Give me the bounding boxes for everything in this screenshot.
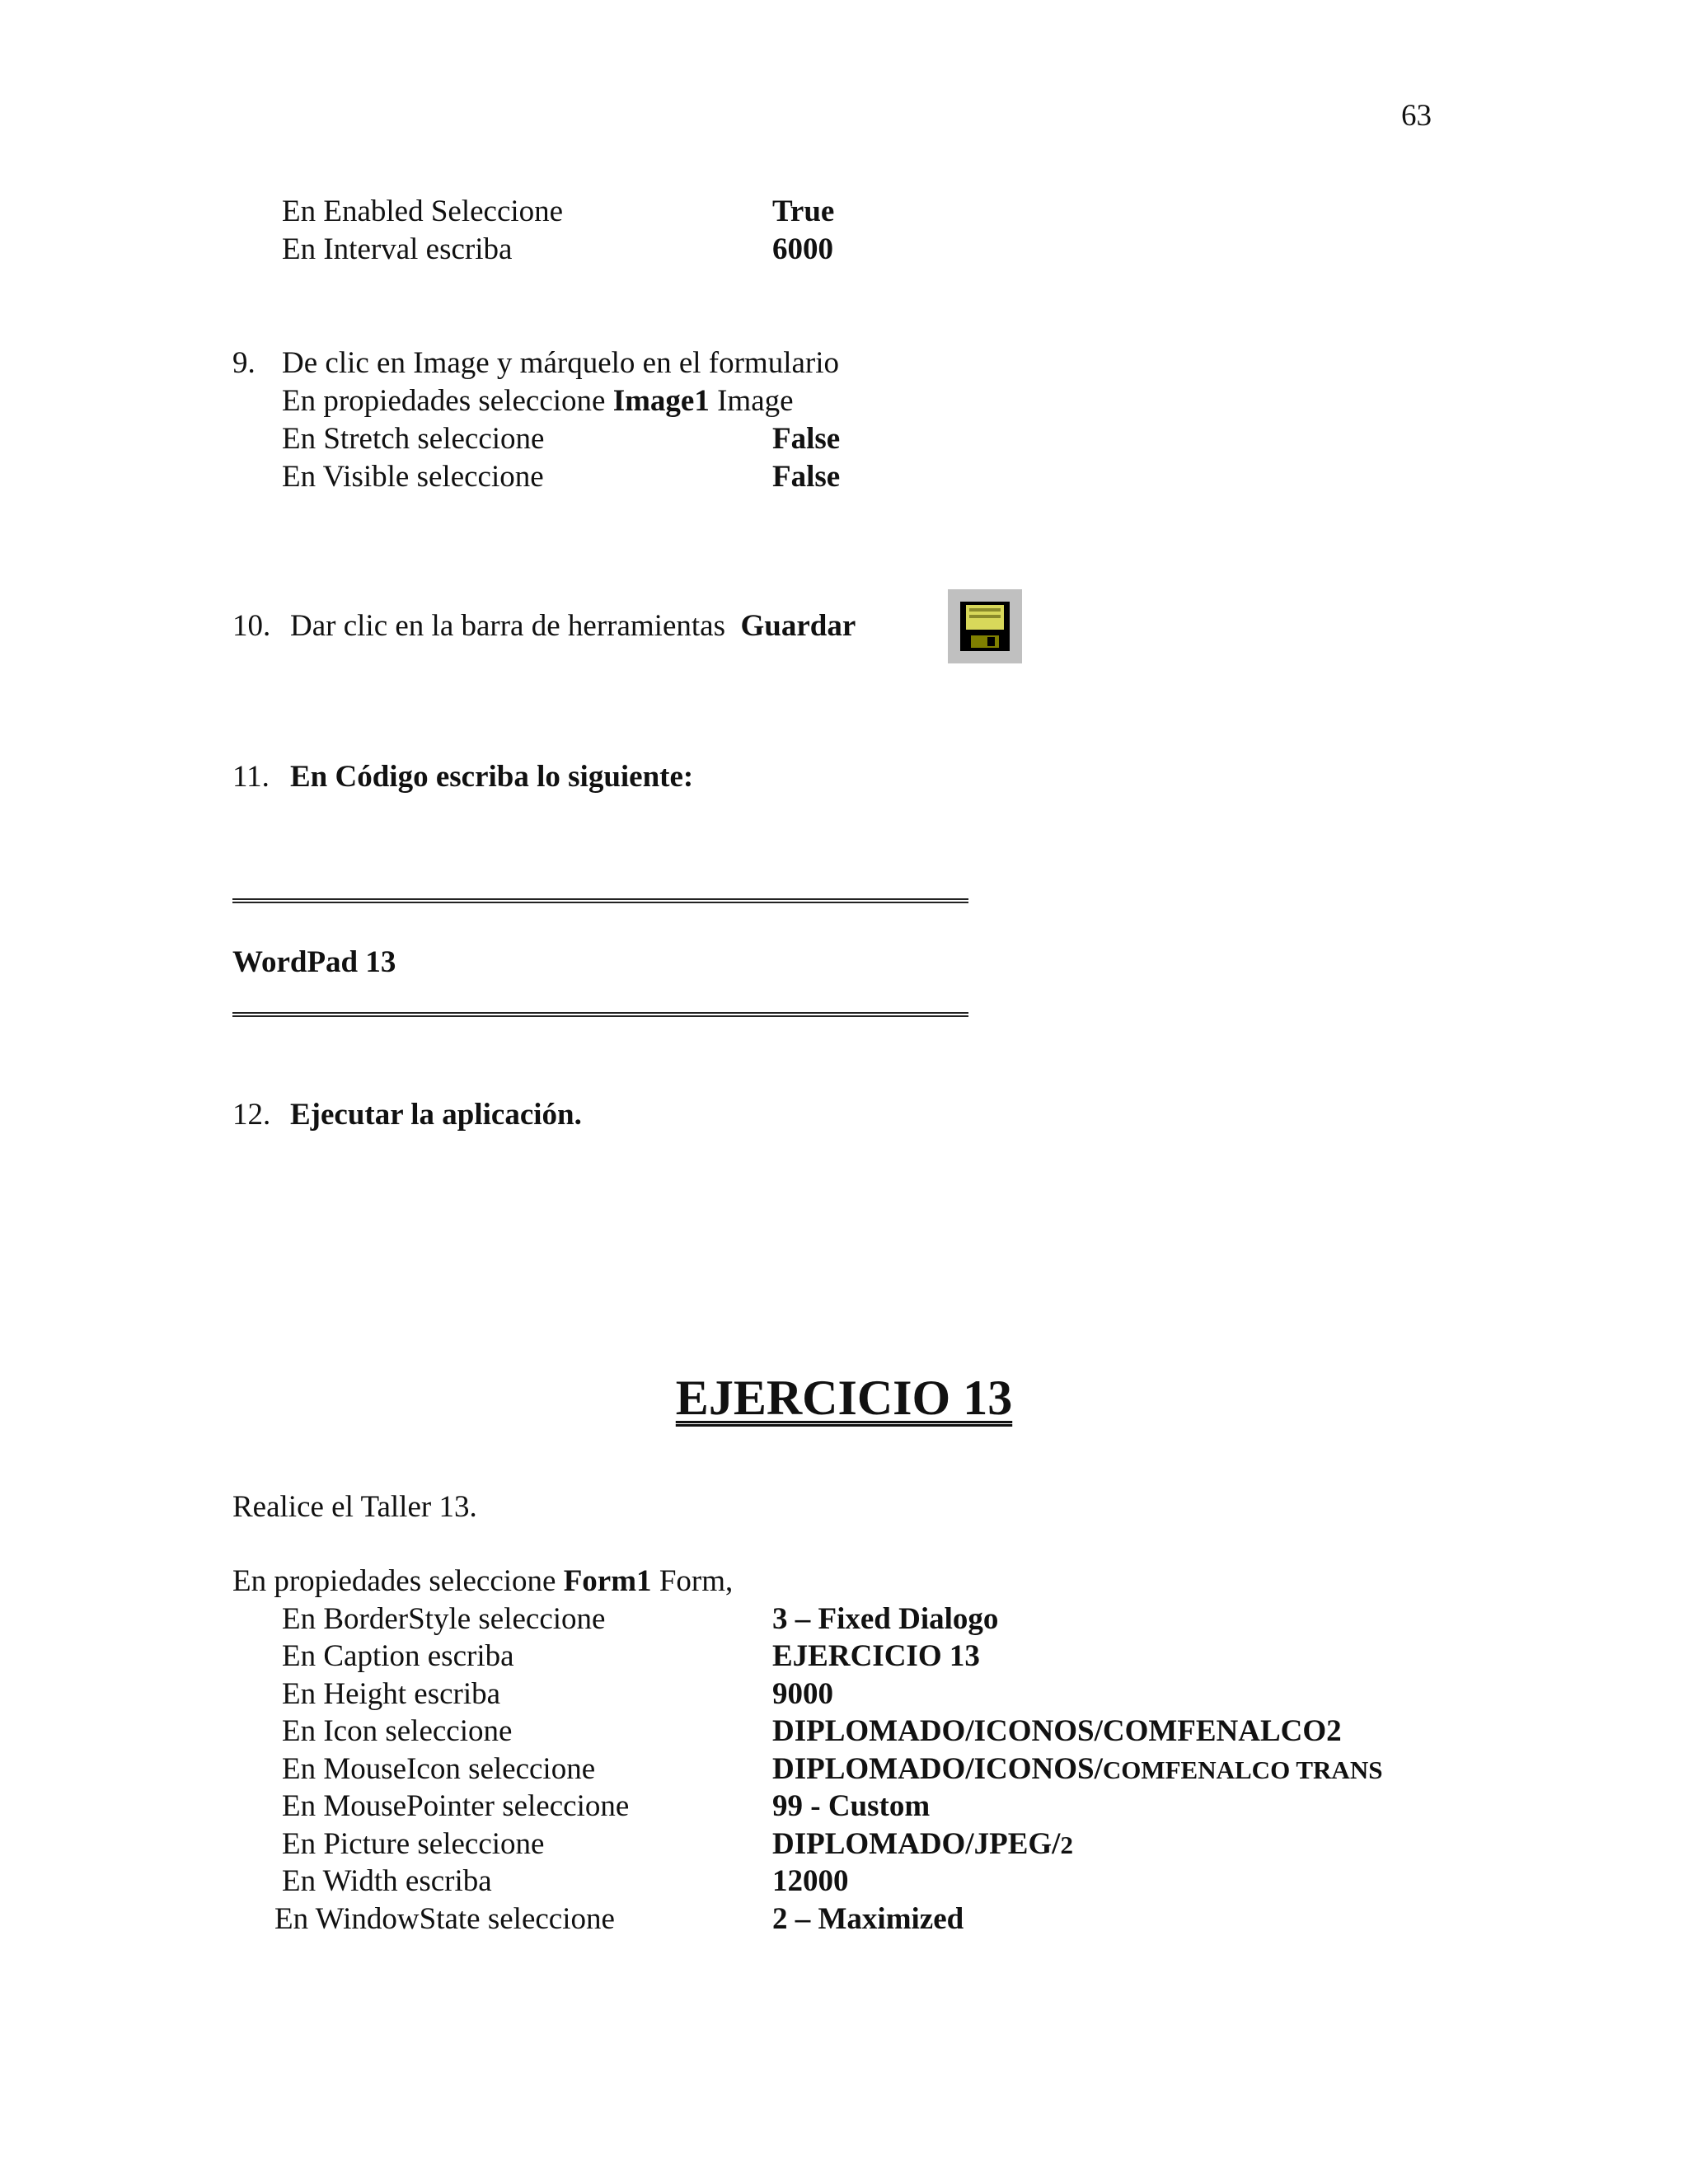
step-9-properties-prefix: En propiedades seleccione xyxy=(282,384,613,418)
prop-label-icon: En Icon seleccione xyxy=(282,1714,513,1748)
prop-value-picture xyxy=(772,1825,1073,1864)
prop-value-mouseicon-file: COMFENALCO TRANS xyxy=(1102,1755,1383,1784)
prop-label-stretch: En Stretch seleccione xyxy=(282,422,545,456)
exercise-title-text: EJERCICIO 13 xyxy=(675,1371,1013,1425)
step-9-object-name: Image1 xyxy=(612,384,710,418)
prop-label-width: En Width escriba xyxy=(282,1864,492,1898)
prop-label-mouseicon: En MouseIcon seleccione xyxy=(282,1752,596,1786)
step-12-text: Ejecutar la aplicación. xyxy=(290,1098,582,1132)
prop-value-interval: 6000 xyxy=(772,232,833,266)
form-object-name: Form1 xyxy=(563,1564,652,1598)
page-number: 63 xyxy=(1401,99,1432,133)
form-properties-intro xyxy=(232,1563,733,1601)
prop-label-borderstyle: En BorderStyle seleccione xyxy=(282,1602,606,1636)
step-11-text: En Código escriba lo siguiente: xyxy=(290,760,694,794)
prop-value-mouseicon xyxy=(772,1750,1382,1789)
step-10-save-label: Guardar xyxy=(740,609,856,643)
prop-value-height: 9000 xyxy=(772,1677,833,1711)
prop-label-picture: En Picture seleccione xyxy=(282,1827,545,1861)
step-10-text xyxy=(290,607,856,645)
prop-value-picture-file: 2 xyxy=(1060,1830,1073,1859)
prop-value-icon: DIPLOMADO/ICONOS/COMFENALCO2 xyxy=(772,1714,1342,1748)
prop-value-picture-path: DIPLOMADO/JPEG/ xyxy=(772,1827,1061,1861)
prop-label-mousepointer: En MousePointer seleccione xyxy=(282,1789,630,1823)
prop-label-height: En Height escriba xyxy=(282,1677,501,1711)
wordpad-label: WordPad 13 xyxy=(232,945,396,979)
prop-label-enabled: En Enabled Seleccione xyxy=(282,194,564,228)
prop-value-stretch: False xyxy=(772,422,841,456)
prop-value-enabled: True xyxy=(772,194,835,228)
step-9-properties-line xyxy=(282,382,794,420)
form-object-type: Form, xyxy=(651,1564,734,1598)
intro-text: Realice el Taller 13. xyxy=(232,1490,477,1524)
prop-label-caption: En Caption escriba xyxy=(282,1639,514,1673)
prop-value-windowstate: 2 – Maximized xyxy=(772,1902,964,1936)
prop-value-width: 12000 xyxy=(772,1864,849,1898)
step-12-number: 12. xyxy=(232,1098,271,1132)
prop-value-borderstyle: 3 – Fixed Dialogo xyxy=(772,1602,999,1636)
floppy-disk-save-icon xyxy=(948,589,1022,663)
step-9-object-type: Image xyxy=(709,384,794,418)
prop-value-mousepointer: 99 - Custom xyxy=(772,1789,931,1823)
form-properties-prefix: En propiedades seleccione xyxy=(232,1564,564,1598)
prop-label-windowstate: En WindowState seleccione xyxy=(274,1902,615,1936)
prop-label-interval: En Interval escriba xyxy=(282,232,513,266)
step-11-number: 11. xyxy=(232,760,270,794)
step-10-number: 10. xyxy=(232,609,271,643)
prop-label-visible: En Visible seleccione xyxy=(282,460,544,494)
prop-value-mouseicon-path: DIPLOMADO/ICONOS/ xyxy=(772,1752,1103,1786)
step-10-instruction: Dar clic en la barra de herramientas xyxy=(290,609,725,643)
double-rule-bottom xyxy=(232,1012,968,1017)
prop-value-caption: EJERCICIO 13 xyxy=(772,1639,980,1673)
double-rule-top xyxy=(232,898,968,903)
exercise-title xyxy=(0,1368,1688,1427)
save-button[interactable] xyxy=(948,589,1022,663)
step-9-text: De clic en Image y márquelo en el formulario xyxy=(282,346,839,380)
step-9-number: 9. xyxy=(232,346,256,380)
prop-value-visible: False xyxy=(772,460,841,494)
